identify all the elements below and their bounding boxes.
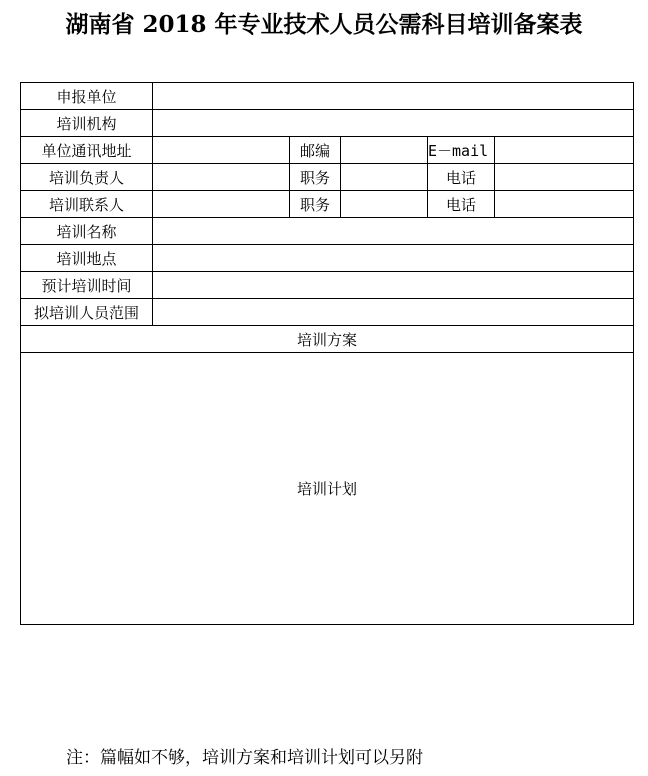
contact-person-position-field[interactable] — [341, 191, 428, 218]
trainee-scope-field[interactable] — [153, 299, 634, 326]
person-in-charge-position-field[interactable] — [341, 164, 428, 191]
contact-person-field[interactable] — [153, 191, 290, 218]
email-label: E－mail — [428, 137, 495, 164]
form-row-person-in-charge — [21, 164, 634, 191]
registration-form-table — [20, 82, 634, 625]
training-name-field[interactable] — [153, 218, 634, 245]
trainee-scope-label: 拟培训人员范围 — [21, 299, 153, 326]
training-plan-section[interactable]: 培训方案 — [21, 326, 634, 353]
applicant-unit-field[interactable] — [153, 83, 634, 110]
postcode-field[interactable] — [341, 137, 428, 164]
person-in-charge-field[interactable] — [153, 164, 290, 191]
applicant-unit-label: 申报单位 — [21, 83, 153, 110]
training-location-field[interactable] — [153, 245, 634, 272]
form-row-training-location — [21, 245, 634, 272]
contact-person-position-label: 职务 — [290, 191, 341, 218]
form-row-training-schedule — [21, 353, 634, 625]
form-row-training-plan — [21, 326, 634, 353]
contact-person-phone-label: 电话 — [428, 191, 495, 218]
training-time-field[interactable] — [153, 272, 634, 299]
form-row-trainee-scope — [21, 299, 634, 326]
contact-person-label: 培训联系人 — [21, 191, 153, 218]
training-institution-label: 培训机构 — [21, 110, 153, 137]
form-row-address — [21, 137, 634, 164]
footnote: 注：篇幅如不够，培训方案和培训计划可以另附 — [66, 748, 423, 768]
training-schedule-section[interactable]: 培训计划 — [21, 353, 634, 625]
training-time-label: 预计培训时间 — [21, 272, 153, 299]
person-in-charge-phone-label: 电话 — [428, 164, 495, 191]
training-name-label: 培训名称 — [21, 218, 153, 245]
form-row-training-name — [21, 218, 634, 245]
form-row-training-institution — [21, 110, 634, 137]
form-row-contact-person — [21, 191, 634, 218]
page-title: 湖南省 2018 年专业技术人员公需科目培训备案表 — [65, 11, 583, 38]
address-field[interactable] — [153, 137, 290, 164]
person-in-charge-label: 培训负责人 — [21, 164, 153, 191]
person-in-charge-position-label: 职务 — [290, 164, 341, 191]
contact-person-phone-field[interactable] — [495, 191, 634, 218]
form-row-training-time — [21, 272, 634, 299]
email-field[interactable] — [495, 137, 634, 164]
training-institution-field[interactable] — [153, 110, 634, 137]
person-in-charge-phone-field[interactable] — [495, 164, 634, 191]
address-label: 单位通讯地址 — [21, 137, 153, 164]
form-row-applicant-unit — [21, 83, 634, 110]
postcode-label: 邮编 — [290, 137, 341, 164]
training-location-label: 培训地点 — [21, 245, 153, 272]
